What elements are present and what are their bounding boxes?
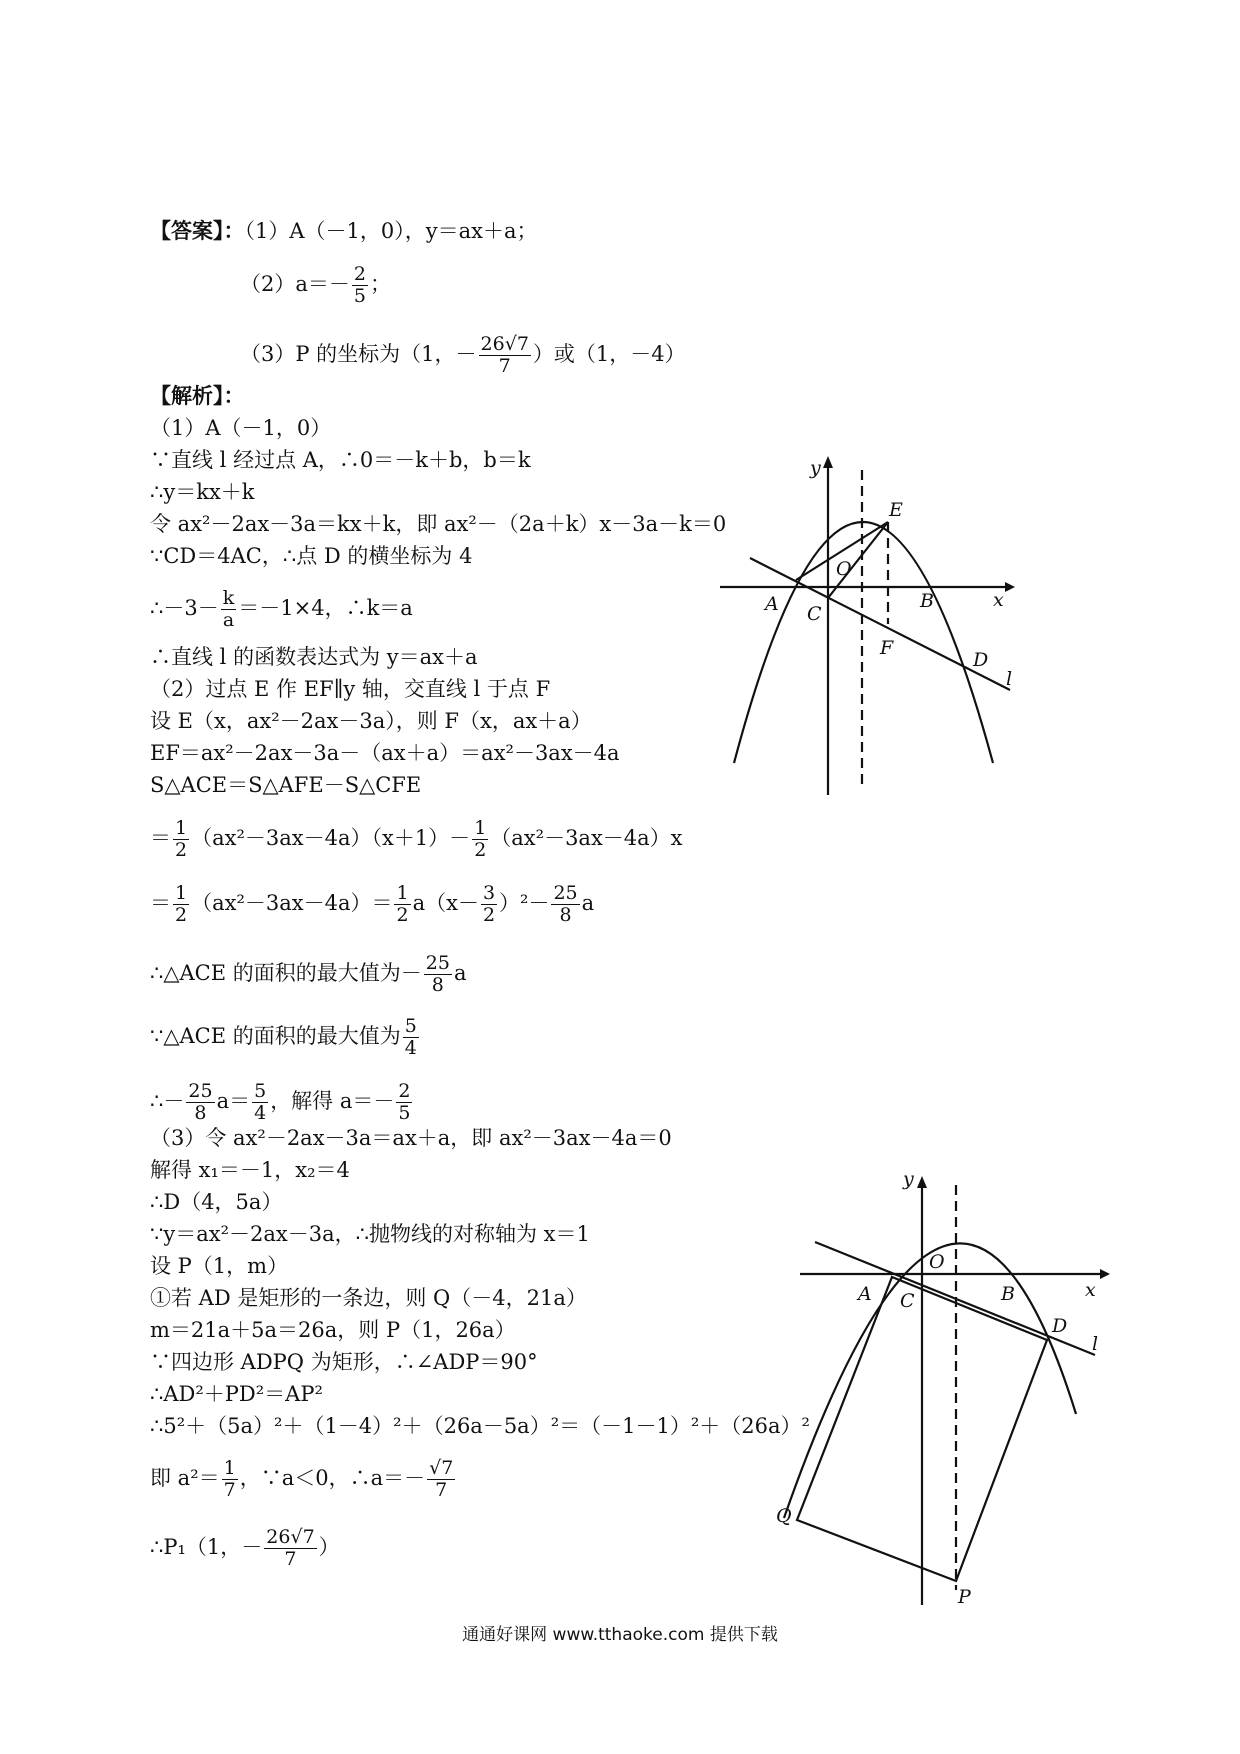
fraction — [424, 953, 452, 996]
fraction — [396, 1081, 412, 1124]
analysis-step: m＝21a＋5a＝26a，则 P（1，26a） — [150, 1318, 516, 1342]
analysis-step: ∴D（4，5a） — [150, 1190, 283, 1214]
label-l: l — [1006, 668, 1013, 690]
denominator: a — [222, 609, 235, 631]
numerator: 5 — [404, 1015, 417, 1037]
fraction — [551, 883, 579, 926]
text: ∴△ACE 的面积的最大值为－ — [150, 961, 422, 985]
numerator: 25 — [188, 1080, 213, 1102]
analysis-step: ∵CD＝4AC，∴点 D 的横坐标为 4 — [150, 544, 473, 568]
analysis-step: ∴AD²＋PD²＝AP² — [150, 1382, 323, 1406]
numerator: 25 — [425, 952, 450, 974]
figure-1-parabola-diagram — [700, 440, 1030, 800]
label-l: l — [1092, 1333, 1099, 1355]
answer-label: 【答案】： — [150, 218, 245, 243]
label-b: B — [1001, 1283, 1015, 1305]
analysis-step: ∴y＝kx＋k — [150, 480, 255, 504]
label-c: C — [807, 603, 822, 625]
answer-line-3 — [240, 334, 686, 377]
analysis-step — [150, 588, 413, 631]
fraction — [252, 1081, 268, 1124]
fraction — [352, 264, 368, 307]
text: a＝ — [216, 1089, 251, 1113]
label-a: A — [765, 593, 779, 615]
text: （ax²－3ax－4a）（x＋1）－ — [191, 826, 471, 850]
analysis-step: （2）过点 E 作 EF∥y 轴，交直线 l 于点 F — [150, 677, 551, 701]
analysis-step: ∴5²＋（5a）²＋（1－4）²＋（26a－5a）²＝（－1－1）²＋（26a）² — [150, 1414, 810, 1438]
text: ＝ — [150, 826, 171, 850]
analysis-step — [150, 883, 594, 926]
text: ∵△ACE 的面积的最大值为 — [150, 1024, 401, 1048]
label-a: A — [858, 1283, 872, 1305]
numerator: 2 — [353, 263, 366, 285]
analysis-step: ∵直线 l 经过点 A，∴0＝－k＋b，b＝k — [150, 448, 531, 472]
numerator: √7 — [429, 1457, 454, 1479]
analysis-step — [150, 1081, 414, 1124]
analysis-step — [150, 1527, 340, 1570]
denominator: 2 — [474, 839, 487, 861]
denominator: 7 — [435, 1479, 448, 1501]
label-d: D — [973, 649, 989, 671]
label-q: Q — [776, 1505, 792, 1527]
analysis-step — [150, 1458, 457, 1501]
label-b: B — [920, 590, 934, 612]
text: ＝ — [150, 891, 171, 915]
fraction — [481, 883, 497, 926]
analysis-label: 【解析】： — [150, 383, 245, 408]
denominator: 8 — [559, 904, 572, 926]
fraction — [222, 1458, 238, 1501]
numerator: k — [222, 587, 235, 609]
numerator: 26√7 — [480, 333, 529, 355]
text: （ax²－3ax－4a）x — [490, 826, 683, 850]
label-o: O — [929, 1251, 945, 1273]
fraction — [221, 588, 237, 631]
numerator: 1 — [396, 882, 409, 904]
text: ） — [318, 1535, 340, 1559]
answer-part-3-suffix: ）或（1，－4） — [532, 342, 686, 366]
numerator: 3 — [482, 882, 496, 904]
fraction — [427, 1458, 455, 1501]
numerator: 2 — [398, 1080, 411, 1102]
label-y: y — [810, 457, 821, 479]
answer-line-1 — [150, 218, 538, 244]
fraction — [264, 1527, 316, 1570]
answer-part-2-suffix: ； — [369, 272, 391, 296]
denominator: 2 — [175, 904, 188, 926]
fraction — [394, 883, 410, 926]
denominator: 7 — [498, 355, 511, 377]
numerator: 1 — [223, 1457, 236, 1479]
analysis-step: ∵四边形 ADPQ 为矩形，∴∠ADP＝90° — [150, 1350, 538, 1374]
text: （ax²－3ax－4a）＝ — [191, 891, 393, 915]
label-x: x — [1085, 1279, 1096, 1301]
analysis-step: S△ACE＝S△AFE－S△CFE — [150, 773, 422, 797]
answer-part-3-prefix: （3）P 的坐标为（1，－ — [240, 342, 477, 366]
denominator: 2 — [396, 904, 409, 926]
y-axis-arrow — [823, 456, 833, 468]
denominator: 2 — [482, 904, 496, 926]
fraction — [479, 334, 531, 377]
analysis-step: ∵y＝ax²－2ax－3a，∴抛物线的对称轴为 x＝1 — [150, 1222, 590, 1246]
answer-part-1: （1）A（－1，0），y＝ax＋a； — [244, 219, 538, 243]
fraction — [173, 883, 189, 926]
text: a（x－ — [412, 891, 479, 915]
denominator: 2 — [175, 839, 188, 861]
numerator: 25 — [553, 882, 578, 904]
analysis-step: （1）A（－1，0） — [150, 416, 332, 440]
fraction — [173, 818, 189, 861]
label-x: x — [993, 589, 1004, 611]
text: ∴－3－ — [150, 596, 219, 620]
analysis-step — [150, 953, 466, 996]
label-d: D — [1052, 1315, 1068, 1337]
numerator: 1 — [175, 882, 188, 904]
answer-part-2-prefix: （2）a＝－ — [240, 272, 350, 296]
numerator: 1 — [474, 817, 487, 839]
denominator: 7 — [284, 1548, 297, 1570]
denominator: 5 — [398, 1102, 411, 1124]
fraction — [472, 818, 488, 861]
numerator: 26√7 — [266, 1526, 315, 1548]
line-l — [750, 558, 1013, 690]
analysis-step: （3）令 ax²－2ax－3a＝ax＋a，即 ax²－3ax－4a＝0 — [150, 1126, 672, 1150]
text: 即 a²＝ — [150, 1466, 220, 1490]
y-axis-arrow — [917, 1176, 927, 1188]
text: a — [581, 891, 595, 915]
x-axis-arrow — [1005, 582, 1015, 592]
text: ∴－ — [150, 1089, 185, 1113]
denominator: 8 — [194, 1102, 207, 1124]
analysis-step: EF＝ax²－2ax－3a－（ax＋a）＝ax²－3ax－4a — [150, 741, 620, 765]
analysis-step — [150, 1016, 421, 1059]
label-o: O — [836, 558, 852, 580]
analysis-step — [150, 818, 683, 861]
denominator: 4 — [404, 1037, 417, 1059]
denominator: 7 — [223, 1479, 236, 1501]
text: ，∵a＜0，∴a＝－ — [239, 1466, 426, 1490]
label-e: E — [889, 499, 903, 521]
label-f: F — [880, 637, 894, 659]
numerator: 5 — [254, 1080, 267, 1102]
text: ∴P₁（1，－ — [150, 1535, 263, 1559]
parabola-curve — [734, 522, 993, 763]
label-p: P — [958, 1586, 971, 1608]
fraction — [403, 1016, 419, 1059]
numerator: 1 — [175, 817, 188, 839]
answer-line-2 — [240, 264, 391, 307]
denominator: 8 — [431, 974, 444, 996]
text: a — [453, 961, 467, 985]
x-axis-arrow — [1100, 1269, 1110, 1279]
analysis-step: 设 P（1，m） — [150, 1254, 289, 1278]
analysis-step: ∴直线 l 的函数表达式为 y＝ax＋a — [150, 645, 478, 669]
analysis-step: 令 ax²－2ax－3a＝kx＋k，即 ax²－（2a＋k）x－3a－k＝0 — [150, 512, 727, 536]
label-c: C — [900, 1290, 915, 1312]
fraction — [186, 1081, 214, 1124]
analysis-step: 设 E（x，ax²－2ax－3a），则 F（x，ax＋a） — [150, 709, 592, 733]
label-y: y — [903, 1168, 914, 1190]
footer-text: 通通好课网 www.tthaoke.com 提供下载 — [462, 1625, 778, 1645]
text: ＝－1×4，∴k＝a — [238, 596, 413, 620]
figure-2-rectangle-diagram — [770, 1160, 1120, 1610]
text: ，解得 a＝－ — [270, 1089, 395, 1113]
analysis-step: ①若 AD 是矩形的一条边，则 Q（－4，21a） — [150, 1286, 587, 1310]
analysis-step: 解得 x₁＝－1，x₂＝4 — [150, 1158, 350, 1182]
denominator: 5 — [353, 285, 366, 307]
text: ）²－ — [499, 891, 550, 915]
denominator: 4 — [254, 1102, 267, 1124]
